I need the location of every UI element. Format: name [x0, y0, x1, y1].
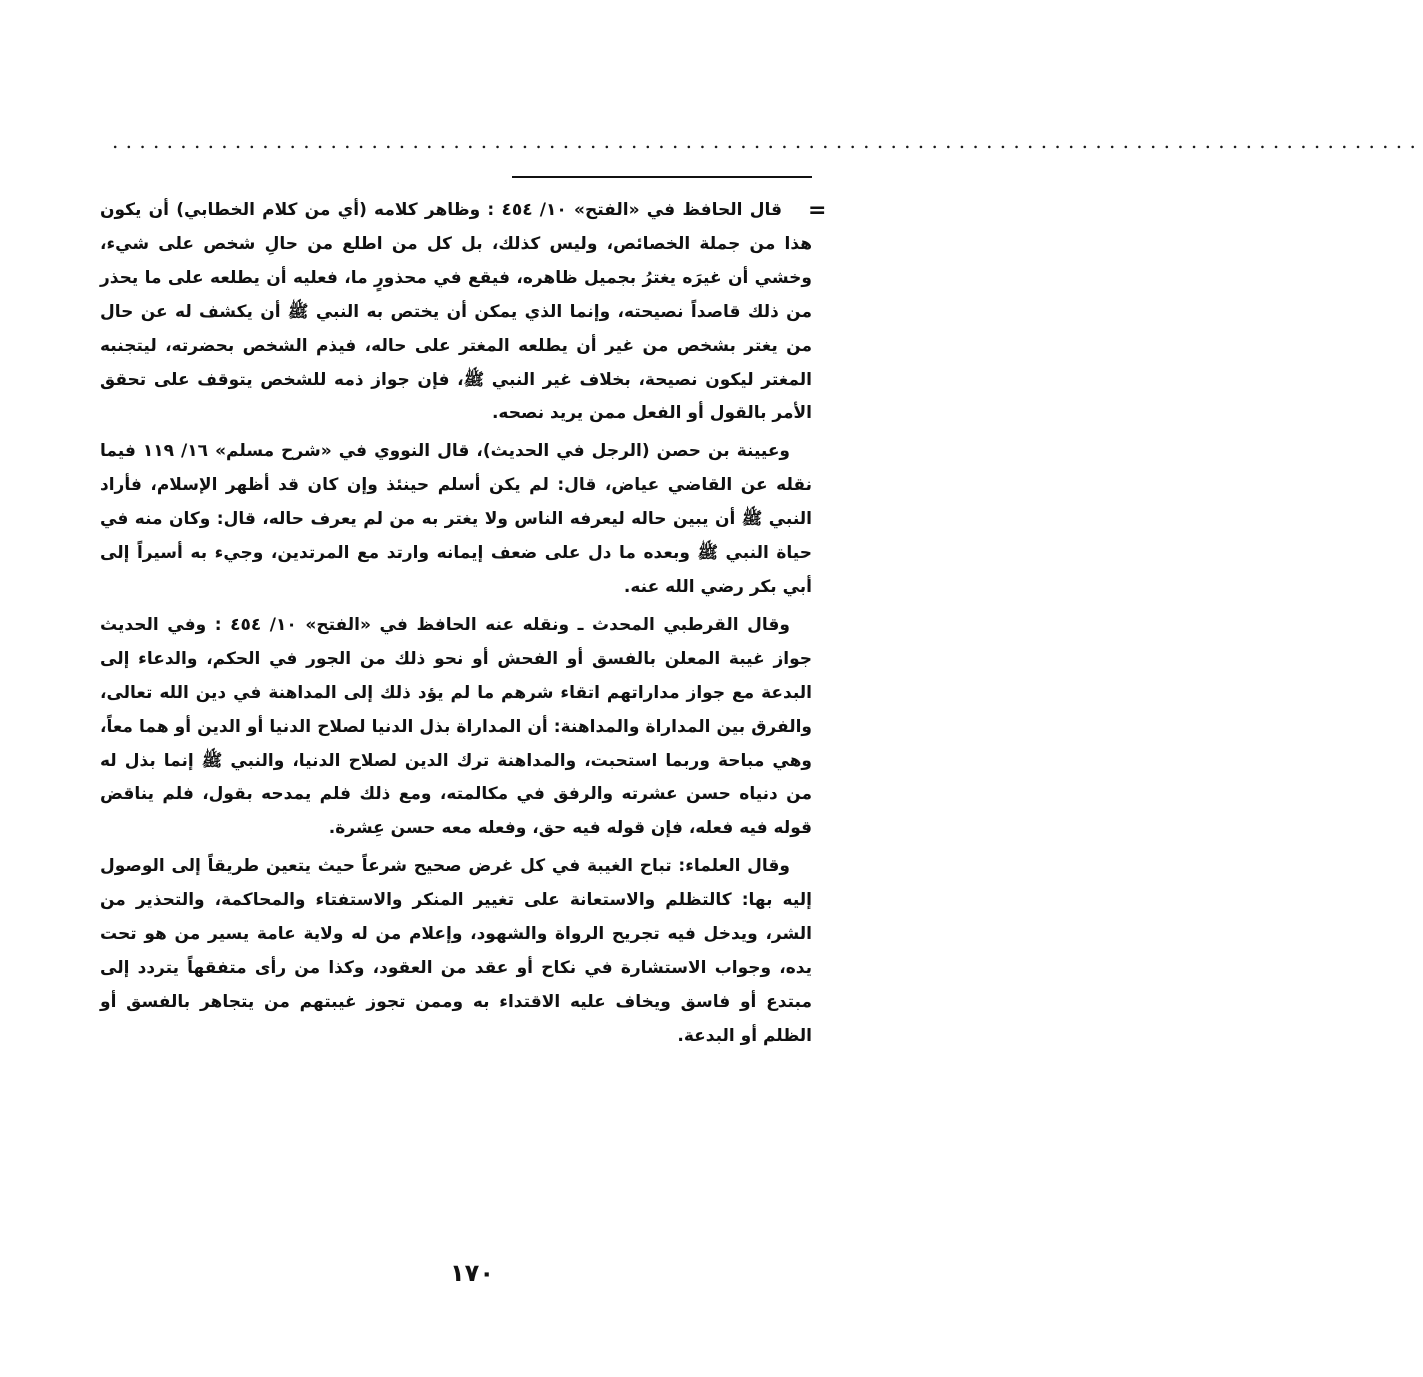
- footnote-paragraph-2: وعيينة بن حصن (الرجل في الحديث)، قال النووي في «شرح مسلم» ١٦/ ١١٩ فيما نقله عن القاضي عياض، قال: لم يكن أسلم حينئذ وإن كان قد أظهر الإسلام، فأراد النبي ﷺ أن يبين حاله ليعرفه الناس ولا يغتر به من لم يعرف حاله، قال: وكان منه في حياة النبي ﷺ وبعده ما دل على ضعف إيمانه وارتد مع المرتدين، وجيء به أسيراً إلى أبي بكر رضي الله عنه.: [100, 441, 812, 597]
- footnote-rule: [512, 176, 812, 178]
- footnote-block: [100, 194, 812, 1058]
- footnote-separator-dots: ................................................................................................: [112, 129, 1423, 153]
- footnote-paragraph-3: وقال القرطبي المحدث ـ ونقله عنه الحافظ في «الفتح» ١٠/ ٤٥٤ : وفي الحديث جواز غيبة المعلن بالفسق أو الفحش أو نحو ذلك من الجور في الحكم، والدعاء إلى البدعة مع جواز مداراتهم اتقاء شرهم ما لم يؤد ذلك إلى المداهنة في دين الله تعالى، والفرق بين المداراة والمداهنة: أن المداراة بذل الدنيا لصلاح الدنيا أو الدين أو هما معاً، وهي مباحة وربما استحبت، والمداهنة ترك الدين لصلاح الدنيا، والنبي ﷺ إنما بذل له من دنياه حسن عشرته والرفق في مكالمته، ومع ذلك فلم يمدحه بقول، فلم يناقض قوله فيه فعله، فإن قوله فيه حق، وفعله معه حسن عِشرة.: [100, 614, 812, 839]
- footnote-paragraph-1: قال الحافظ في «الفتح» ١٠/ ٤٥٤ : وظاهر كلامه (أي من كلام الخطابي) أن يكون هذا من جملة الخصائص، وليس كذلك، بل كل من اطلع من حالِ شخص على شيء، وخشي أن غيرَه يغترُ بجميل ظاهره، فيقع في محذورٍ ما، فعليه أن يطلعه على ما يحذر من ذلك قاصداً نصيحته، وإنما الذي يمكن أن يختص به النبي ﷺ أن يكشف له عن حال من يغتر بشخص من غير أن يطلعه المغتر على حاله، فيذم الشخص بحضرته، ليتجنبه المغتر ليكون نصيحة، بخلاف غير النبي ﷺ، فإن جواز ذمه للشخص يتوقف على تحقق الأمر بالقول أو الفعل ممن يريد نصحه.: [100, 200, 812, 424]
- footnote-paragraph-4: وقال العلماء: تباح الغيبة في كل غرض صحيح شرعاً حيث يتعين طريقاً إلى الوصول إليه بها: كالتظلم والاستعانة على تغيير المنكر والاستفتاء والمحاكمة، والتحذير من الشر، ويدخل فيه تجريح الرواة والشهود، وإعلام من له ولاية عامة يسير من هو تحت يده، وجواب الاستشارة في نكاح أو عقد من العقود، وكذا من رأى متفقهاً يتردد إلى مبتدع أو فاسق ويخاف عليه الاقتداء به وممن تجوز غيبتهم من يتجاهر بالفسق أو الظلم أو البدعة.: [100, 856, 812, 1046]
- page-number: ١٧٠: [450, 1259, 494, 1287]
- footnote-continuation-mark: =: [808, 198, 827, 223]
